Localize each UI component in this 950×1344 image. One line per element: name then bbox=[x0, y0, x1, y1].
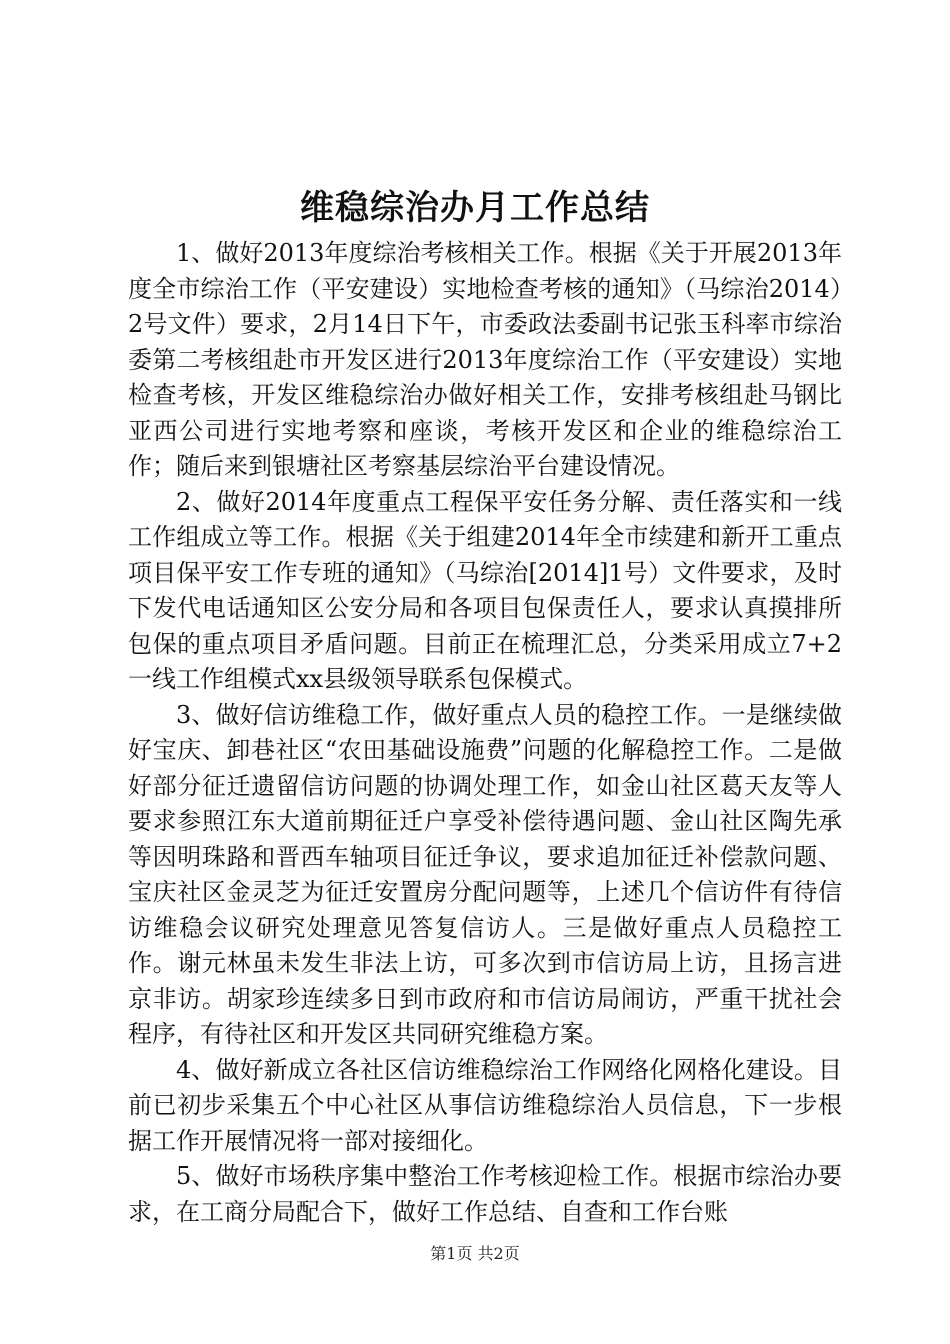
document-title: 维稳综治办月工作总结 bbox=[300, 188, 650, 228]
paragraph-5: 5、做好市场秩序集中整治工作考核迎检工作。根据市综治办要求，在工商分局配合下，做好工作总结、自查和工作台账 bbox=[128, 1162, 842, 1226]
paragraph-1: 1、做好2013年度综治考核相关工作。根据《关于开展2013年度全市综治工作（平安建设）实地检查考核的通知》（马综治2014）2号文件）要求，2月14日下午，市委政法委副书记张玉科率市综治委第二考核组赴市开发区进行2013年度综治工作（平安建设）实地检查考核，开发区维稳综治办做好相关工作，安排考核组赴马钢比亚西公司进行实地考察和座谈，考核开发区和企业的维稳综治工作；随后来到银塘社区考察基层综治平台建设情况。 bbox=[128, 239, 842, 480]
paragraph-3: 3、做好信访维稳工作，做好重点人员的稳控工作。一是继续做好宝庆、卸巷社区“农田基础设施费”问题的化解稳控工作。二是做好部分征迁遗留信访问题的协调处理工作，如金山社区葛天友等人要求参照江东大道前期征迁户享受补偿待遇问题、金山社区陶先承等因明珠路和晋西车轴项目征迁争议，要求追加征迁补偿款问题、宝庆社区金灵芝为征迁安置房分配问题等，上述几个信访件有待信访维稳会议研究处理意见答复信访人。三是做好重点人员稳控工作。谢元林虽未发生非法上访，可多次到市信访局上访，且扬言进京非访。胡家珍连续多日到市政府和市信访局闹访，严重干扰社会程序，有待社区和开发区共同研究维稳方案。 bbox=[128, 700, 842, 1048]
paragraph-4: 4、做好新成立各社区信访维稳综治工作网络化网格化建设。目前已初步采集五个中心社区从事信访维稳综治人员信息，下一步根据工作开展情况将一部对接细化。 bbox=[128, 1055, 842, 1155]
page-footer: 第1页 共2页 bbox=[430, 1244, 520, 1263]
document-body bbox=[128, 236, 842, 1230]
paragraph-2: 2、做好2014年度重点工程保平安任务分解、责任落实和一线工作组成立等工作。根据《关于组建2014年全市续建和新开工重点项目保平安工作专班的通知》（马综治[2014]1号）文件要求，及时下发代电话通知区公安分局和各项目包保责任人，要求认真摸排所包保的重点项目矛盾问题。目前正在梳理汇总，分类采用成立7+2一线工作组模式xx县级领导联系包保模式。 bbox=[128, 487, 842, 693]
